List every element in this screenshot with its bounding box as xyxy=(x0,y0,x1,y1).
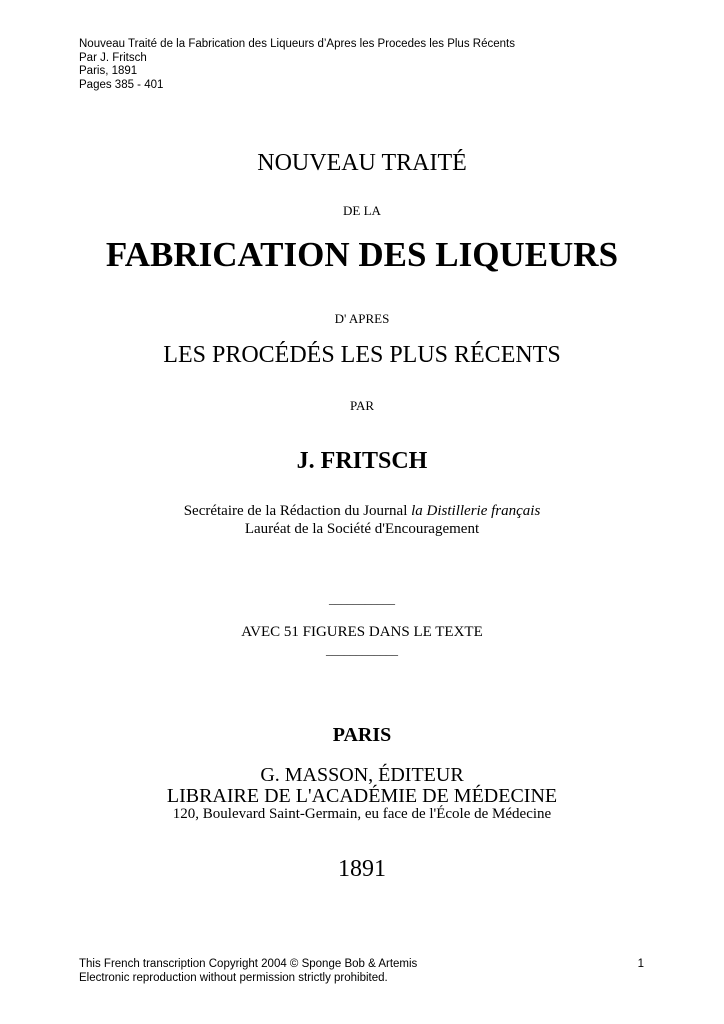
footer-notice: Electronic reproduction without permission strictly prohibited. xyxy=(79,972,388,984)
main-title: FABRICATION DES LIQUEURS xyxy=(105,235,619,274)
header-place-date-line: Paris, 1891 xyxy=(79,65,138,77)
author-credit-journal xyxy=(0,503,724,520)
header-pages-line: Pages 385 - 401 xyxy=(79,78,164,91)
title-d-apres: D' APRES xyxy=(334,311,390,326)
document-header xyxy=(79,38,515,92)
journal-name: la Distillerie français xyxy=(411,503,541,519)
credit-prefix: Secrétaire de la Rédaction du Journal xyxy=(183,503,412,519)
publisher-library: LIBRAIRE DE L'ACADÉMIE DE MÉDECINE xyxy=(166,785,558,807)
title-procedes: LES PROCÉDÉS LES PLUS RÉCENTS xyxy=(163,342,561,368)
divider-top: ___________ xyxy=(329,592,395,606)
publisher-city: PARIS xyxy=(332,724,392,746)
footer-copyright: This French transcription Copyright 2004 © Sponge Bob & Artemis xyxy=(79,958,418,970)
header-title-line: Nouveau Traité de la Fabrication des Liqueurs d’Apres les Procedes les Plus Récents xyxy=(79,38,515,50)
page-number: 1 xyxy=(637,958,644,970)
figures-note: AVEC 51 FIGURES DANS LE TEXTE xyxy=(241,624,483,640)
author-credit-laureate: Lauréat de la Société d'Encouragement xyxy=(244,521,480,537)
header-author-line: Par J. Fritsch xyxy=(79,51,147,64)
title-par: PAR xyxy=(349,398,375,413)
title-nouveau-traite: NOUVEAU TRAITÉ xyxy=(257,150,467,176)
divider-bottom: ____________ xyxy=(326,643,398,657)
publication-year: 1891 xyxy=(338,856,386,882)
document-footer xyxy=(79,957,417,985)
publisher-editor: G. MASSON, ÉDITEUR xyxy=(260,764,464,786)
publisher-address: 120, Boulevard Saint-Germain, eu face de l'École de Médecine xyxy=(172,806,552,822)
title-de-la: DE LA xyxy=(343,203,381,218)
author-name: J. FRITSCH xyxy=(296,448,428,474)
